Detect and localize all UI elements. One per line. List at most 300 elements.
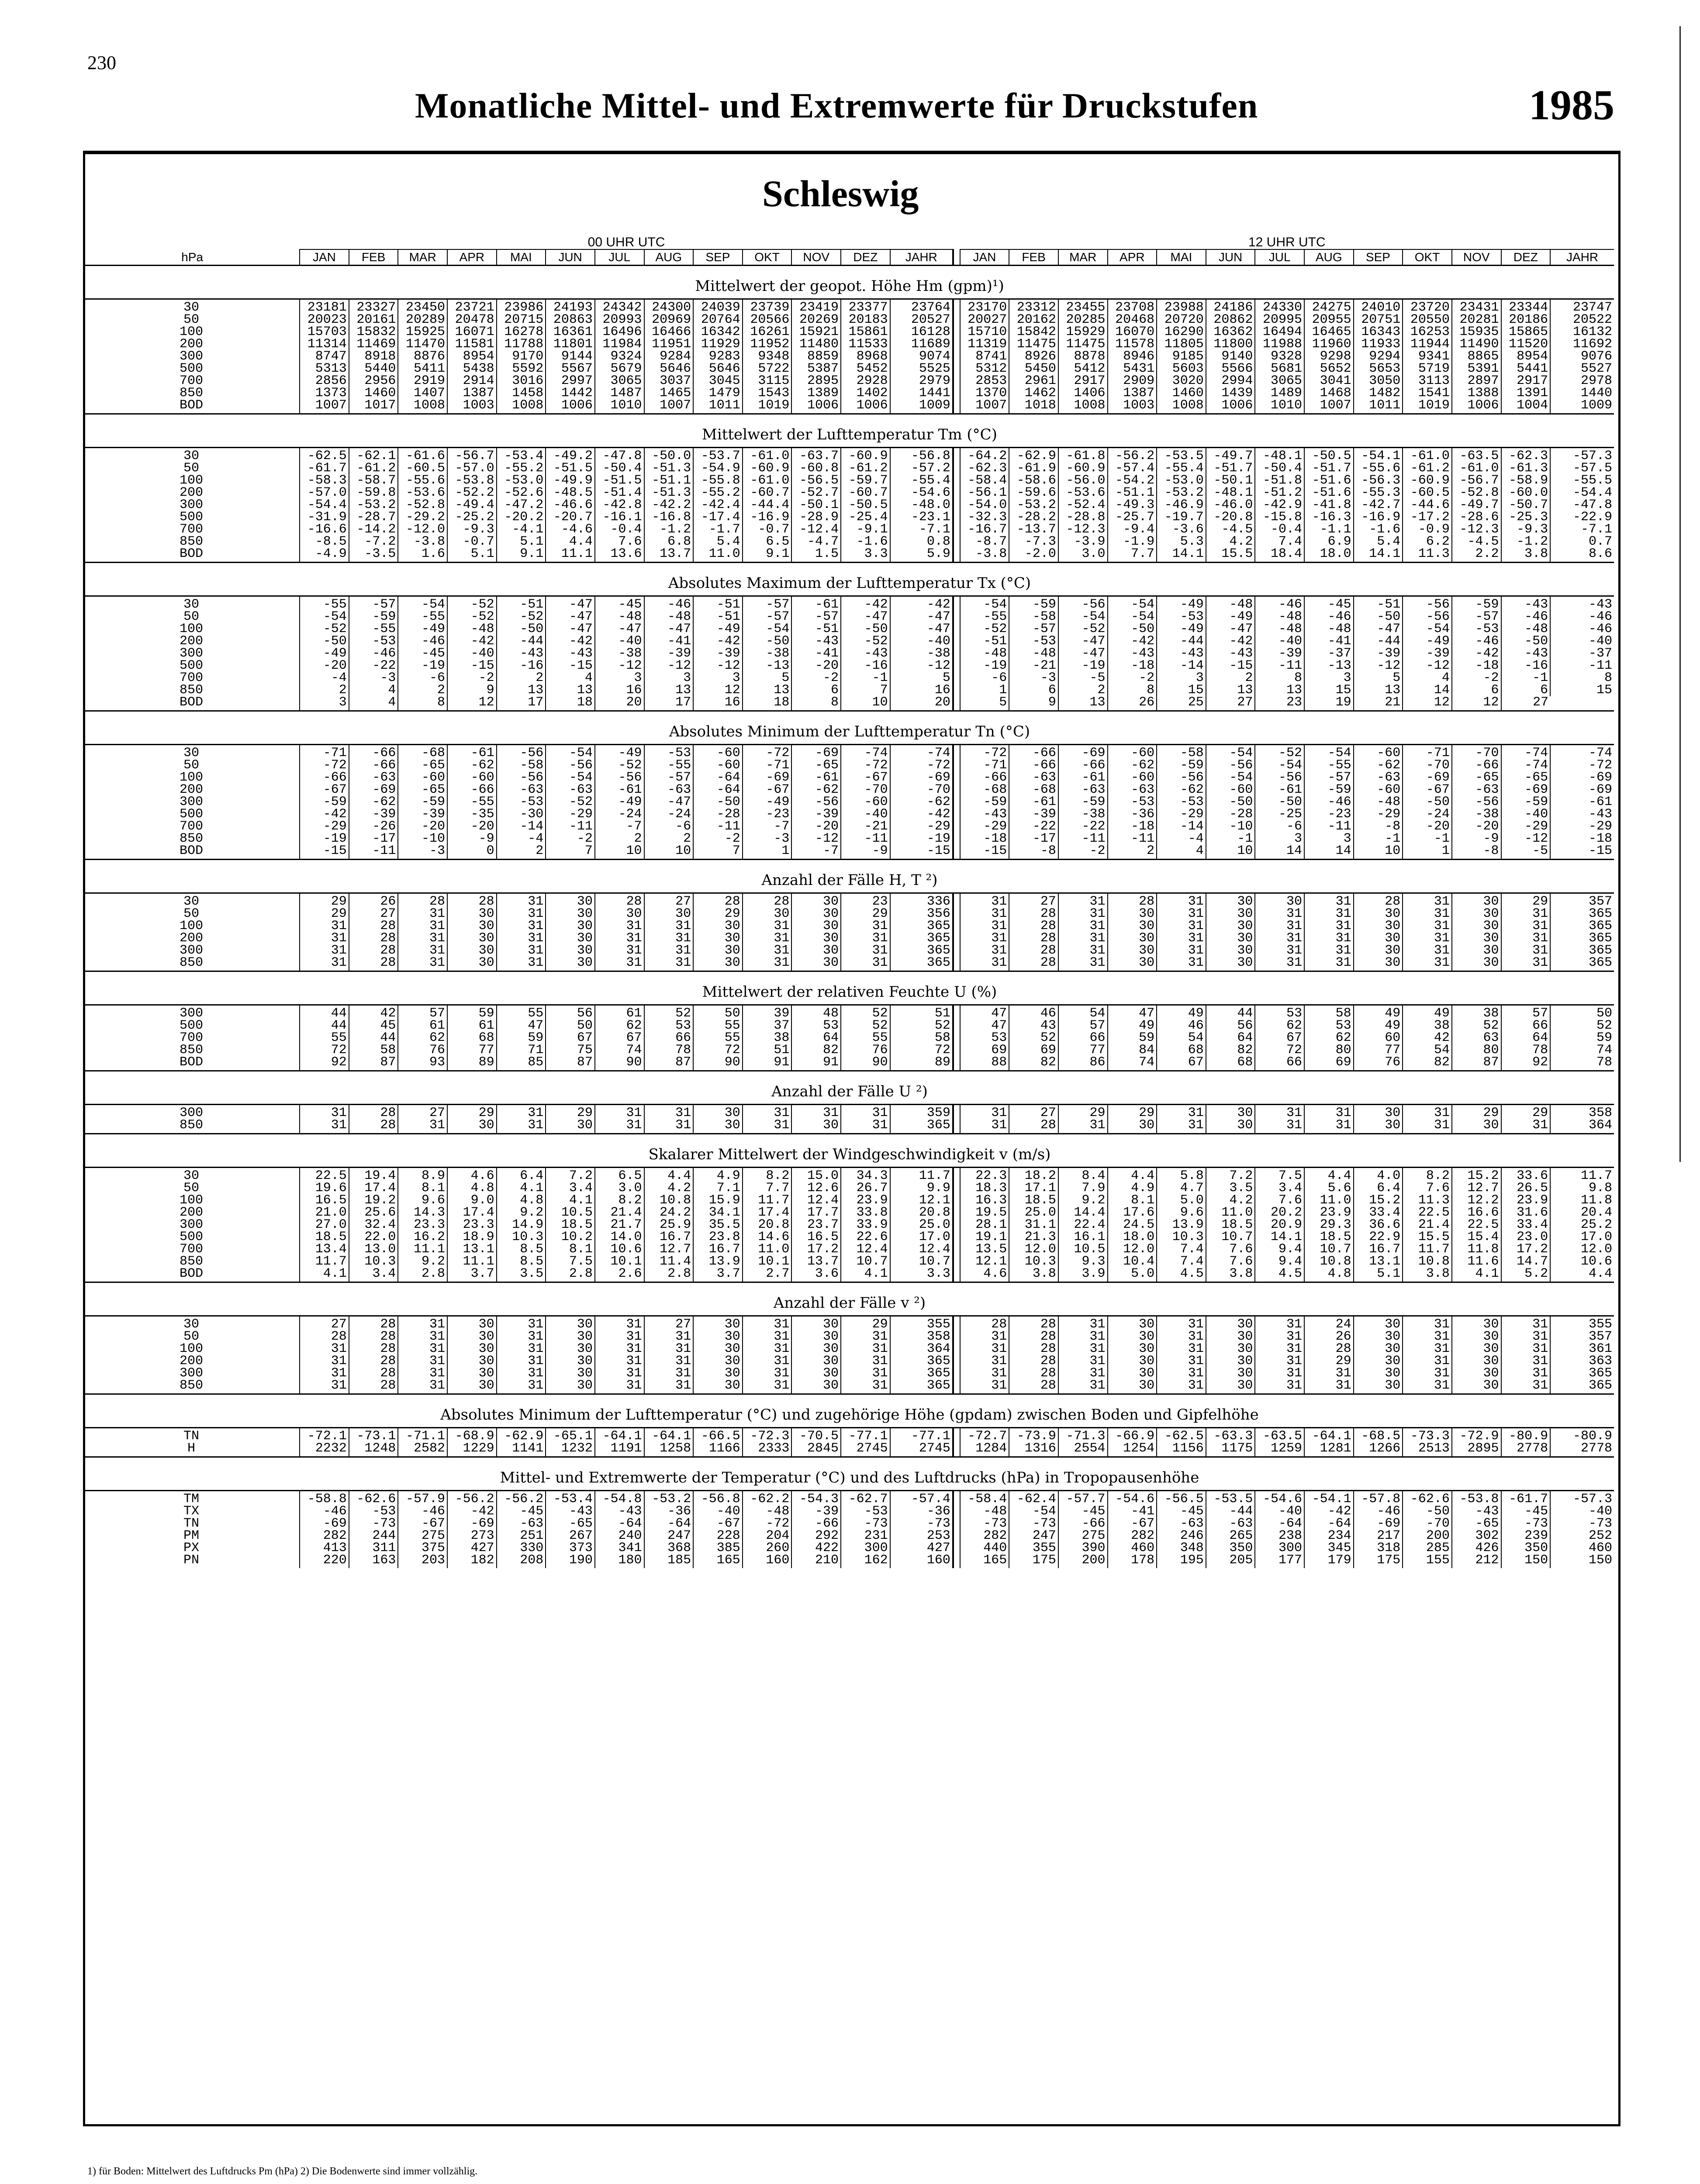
table-cell: -61.3 bbox=[1501, 462, 1551, 474]
column-gap bbox=[953, 908, 960, 920]
cell-annual: 8 bbox=[1550, 672, 1614, 684]
table-row bbox=[85, 548, 1614, 563]
row-label: 500 bbox=[180, 1018, 204, 1033]
table-cell: 182 bbox=[447, 1554, 497, 1568]
table-cell: 54 bbox=[1058, 1005, 1108, 1020]
table-cell: -36 bbox=[1108, 808, 1157, 820]
table-cell: 8741 bbox=[960, 350, 1009, 363]
table-cell: 31 bbox=[1403, 1105, 1452, 1120]
table-cell: 23739 bbox=[743, 299, 792, 314]
row-label: TN bbox=[183, 1516, 200, 1531]
table-cell: 20.2 bbox=[1255, 1206, 1304, 1219]
table-cell: 3115 bbox=[743, 375, 792, 387]
table-cell: 15935 bbox=[1452, 326, 1501, 338]
table-cell: 13.1 bbox=[447, 1243, 497, 1255]
table-cell: 10.5 bbox=[1058, 1243, 1108, 1255]
table-cell: 27 bbox=[1501, 696, 1551, 711]
table-cell: -46.6 bbox=[546, 499, 595, 511]
table-cell: -53 bbox=[497, 796, 546, 808]
table-cell: 0 bbox=[447, 845, 497, 860]
table-cell: 30 bbox=[546, 1355, 595, 1367]
table-cell: 11788 bbox=[497, 338, 546, 350]
cell-annual: -40 bbox=[890, 635, 953, 647]
row-label: 50 bbox=[183, 461, 200, 476]
column-gap bbox=[953, 932, 960, 944]
table-row bbox=[85, 1355, 1614, 1367]
table-cell: 23 bbox=[841, 893, 890, 908]
table-cell: -1.6 bbox=[1354, 523, 1403, 536]
table-cell: 6 bbox=[1501, 684, 1551, 696]
table-cell: -61.0 bbox=[1452, 462, 1501, 474]
table-cell: 31 bbox=[1058, 1355, 1108, 1367]
table-cell: 4.9 bbox=[1108, 1182, 1157, 1194]
table-cell: -48.1 bbox=[1206, 487, 1255, 499]
table-cell: -64 bbox=[644, 1517, 694, 1530]
table-cell: -54 bbox=[546, 771, 595, 784]
cell-annual: 23764 bbox=[890, 299, 953, 314]
table-cell: -50 bbox=[1501, 635, 1551, 647]
cell-annual: 10.6 bbox=[1550, 1255, 1614, 1268]
table-cell: -66 bbox=[1058, 1517, 1108, 1530]
table-cell: -29 bbox=[1501, 820, 1551, 833]
table-cell: 373 bbox=[546, 1542, 595, 1554]
table-cell: 30 bbox=[743, 908, 792, 920]
table-cell: -38 bbox=[1452, 808, 1501, 820]
table-row bbox=[85, 511, 1614, 523]
cell-annual: 364 bbox=[890, 1343, 953, 1355]
table-cell: -57 bbox=[1009, 623, 1058, 635]
table-cell: 30 bbox=[1206, 893, 1255, 908]
row-label: 50 bbox=[183, 758, 200, 773]
table-cell: 22.9 bbox=[1354, 1231, 1403, 1243]
table-cell: 30 bbox=[546, 957, 595, 971]
table-cell: 62 bbox=[1304, 1032, 1354, 1044]
column-gap bbox=[953, 548, 960, 563]
table-cell: -61.2 bbox=[841, 462, 890, 474]
cell-annual: -11 bbox=[1550, 660, 1614, 672]
table-cell: 31 bbox=[398, 957, 447, 971]
table-cell: -4.5 bbox=[1452, 536, 1501, 548]
table-cell: 50 bbox=[693, 1005, 743, 1020]
table-cell: 11805 bbox=[1157, 338, 1206, 350]
table-cell: 30 bbox=[447, 944, 497, 957]
table-row bbox=[85, 771, 1614, 784]
table-cell: 28 bbox=[1009, 920, 1058, 932]
table-cell: 16362 bbox=[1206, 326, 1255, 338]
table-row bbox=[85, 672, 1614, 684]
row-label: 850 bbox=[180, 1118, 204, 1133]
cell-annual: 9.9 bbox=[890, 1182, 953, 1194]
table-cell: 5 bbox=[1354, 672, 1403, 684]
table-cell: 15925 bbox=[398, 326, 447, 338]
table-cell: -73 bbox=[1501, 1517, 1551, 1530]
table-cell: -63 bbox=[1157, 1517, 1206, 1530]
table-row bbox=[85, 1019, 1614, 1032]
cell-annual: -43 bbox=[1550, 808, 1614, 820]
table-cell: 31 bbox=[1058, 957, 1108, 971]
table-row bbox=[85, 314, 1614, 326]
table-cell: 1008 bbox=[497, 399, 546, 414]
table-cell: -49 bbox=[595, 796, 644, 808]
table-cell: 200 bbox=[1058, 1554, 1108, 1568]
header-month-jan-00: JAN bbox=[300, 249, 349, 266]
table-cell: -53.4 bbox=[497, 448, 546, 463]
table-cell: -62 bbox=[1108, 759, 1157, 771]
table-cell: -1.6 bbox=[841, 536, 890, 548]
table-cell: 30 bbox=[693, 1343, 743, 1355]
table-cell: 31 bbox=[497, 1355, 546, 1367]
column-gap bbox=[953, 536, 960, 548]
table-cell: 6.4 bbox=[497, 1168, 546, 1182]
table-cell: 180 bbox=[595, 1554, 644, 1568]
cell-annual: -57.4 bbox=[890, 1491, 953, 1506]
table-cell: -2 bbox=[447, 672, 497, 684]
table-cell: 28 bbox=[398, 893, 447, 908]
column-gap bbox=[953, 920, 960, 932]
table-cell: -41 bbox=[791, 647, 841, 660]
table-cell: -9.3 bbox=[1501, 523, 1551, 536]
table-cell: -42 bbox=[1452, 647, 1501, 660]
column-gap bbox=[953, 338, 960, 350]
table-cell: 30 bbox=[447, 920, 497, 932]
table-cell: 2853 bbox=[960, 375, 1009, 387]
table-cell: -42 bbox=[1206, 635, 1255, 647]
header-gap bbox=[953, 249, 960, 266]
table-cell: -59 bbox=[1304, 784, 1354, 796]
table-cell: 15.0 bbox=[791, 1168, 841, 1182]
table-cell: 31 bbox=[841, 1355, 890, 1367]
table-cell: -53 bbox=[1009, 635, 1058, 647]
cell-annual: 358 bbox=[890, 1330, 953, 1343]
table-cell: 87 bbox=[644, 1056, 694, 1071]
table-cell: 31 bbox=[1157, 908, 1206, 920]
table-cell: -62.3 bbox=[1501, 448, 1551, 463]
table-cell: 5722 bbox=[743, 363, 792, 375]
table-row bbox=[85, 1554, 1614, 1568]
table-cell: 177 bbox=[1255, 1554, 1304, 1568]
table-cell: 11.0 bbox=[1206, 1206, 1255, 1219]
table-cell: -4 bbox=[497, 833, 546, 845]
header-group-12: 12 UHR UTC bbox=[960, 236, 1614, 249]
table-cell: 31 bbox=[644, 1343, 694, 1355]
table-cell: 20023 bbox=[300, 314, 349, 326]
table-cell: 1543 bbox=[743, 387, 792, 399]
cell-annual: 74 bbox=[1550, 1044, 1614, 1056]
table-cell: 30 bbox=[1108, 1330, 1157, 1343]
table-cell: 31 bbox=[1058, 1330, 1108, 1343]
table-cell: 30 bbox=[546, 893, 595, 908]
table-cell: 5411 bbox=[398, 363, 447, 375]
table-cell: 30 bbox=[693, 932, 743, 944]
cell-annual: 365 bbox=[890, 1119, 953, 1134]
table-cell: 1258 bbox=[644, 1442, 694, 1457]
table-row bbox=[85, 1056, 1614, 1071]
table-cell: 11944 bbox=[1403, 338, 1452, 350]
table-cell: -62.3 bbox=[960, 462, 1009, 474]
table-cell: -56.5 bbox=[1157, 1491, 1206, 1506]
table-cell: 4.1 bbox=[300, 1268, 349, 1282]
row-label: 100 bbox=[180, 1341, 204, 1356]
table-cell: 1008 bbox=[1157, 399, 1206, 414]
table-cell: 7.5 bbox=[546, 1255, 595, 1268]
table-cell: -47 bbox=[1058, 647, 1108, 660]
column-gap bbox=[953, 1056, 960, 1071]
table-cell: 3.8 bbox=[1206, 1268, 1255, 1282]
cell-annual: 17.0 bbox=[890, 1231, 953, 1243]
row-label: 300 bbox=[180, 349, 204, 364]
table-cell: 31 bbox=[1157, 944, 1206, 957]
table-row bbox=[85, 1032, 1614, 1044]
table-cell: 21.4 bbox=[1403, 1219, 1452, 1231]
table-cell: -46 bbox=[349, 647, 398, 660]
table-cell: -56 bbox=[546, 759, 595, 771]
table-row bbox=[85, 920, 1614, 932]
table-cell: -57 bbox=[743, 611, 792, 623]
table-cell: 31 bbox=[497, 932, 546, 944]
table-cell: 11533 bbox=[841, 338, 890, 350]
table-cell: -61.7 bbox=[1501, 1491, 1551, 1506]
table-cell: 53 bbox=[960, 1032, 1009, 1044]
table-cell: 30 bbox=[595, 908, 644, 920]
table-cell: -15 bbox=[546, 660, 595, 672]
table-cell: 31 bbox=[398, 1355, 447, 1367]
table-cell: -56 bbox=[1452, 796, 1501, 808]
table-cell: 31 bbox=[1501, 1379, 1551, 1394]
table-cell: 8 bbox=[1108, 684, 1157, 696]
table-cell: -10 bbox=[398, 833, 447, 845]
table-cell: -60 bbox=[1354, 745, 1403, 760]
table-cell: -69 bbox=[743, 771, 792, 784]
table-cell: -46.0 bbox=[1206, 499, 1255, 511]
table-cell: 31 bbox=[398, 1379, 447, 1394]
table-row bbox=[85, 932, 1614, 944]
table-cell: -56 bbox=[791, 796, 841, 808]
table-cell: 4 bbox=[1403, 672, 1452, 684]
table-cell: -70.5 bbox=[791, 1428, 841, 1443]
table-cell: 74 bbox=[595, 1044, 644, 1056]
table-cell: 10.3 bbox=[497, 1231, 546, 1243]
table-cell: 5603 bbox=[1157, 363, 1206, 375]
table-cell: -16.7 bbox=[960, 523, 1009, 536]
table-cell: -56.8 bbox=[693, 1491, 743, 1506]
table-cell: 33.4 bbox=[1501, 1219, 1551, 1231]
table-row bbox=[85, 660, 1614, 672]
table-cell: 31 bbox=[497, 1343, 546, 1355]
table-cell: 82 bbox=[1009, 1056, 1058, 1071]
table-cell: 28 bbox=[1009, 957, 1058, 971]
cell-annual: -40 bbox=[1550, 635, 1614, 647]
table-cell: 246 bbox=[1157, 1530, 1206, 1542]
table-cell: 3.3 bbox=[841, 548, 890, 563]
table-row bbox=[85, 448, 1614, 463]
table-cell: -65 bbox=[1452, 1517, 1501, 1530]
cell-annual: 11689 bbox=[890, 338, 953, 350]
cell-annual: -48.0 bbox=[890, 499, 953, 511]
table-cell: -44 bbox=[497, 635, 546, 647]
table-cell: 6 bbox=[791, 684, 841, 696]
table-cell: 30 bbox=[1354, 1119, 1403, 1134]
cell-annual: 12.0 bbox=[1550, 1243, 1614, 1255]
table-cell: -67 bbox=[1108, 1517, 1157, 1530]
table-cell: 29 bbox=[693, 908, 743, 920]
table-cell: 2961 bbox=[1009, 375, 1058, 387]
table-cell: 1019 bbox=[743, 399, 792, 414]
column-gap bbox=[953, 1231, 960, 1243]
table-cell: 7.6 bbox=[1255, 1194, 1304, 1206]
table-cell: 31 bbox=[595, 1316, 644, 1331]
table-cell: -48 bbox=[1255, 623, 1304, 635]
table-cell: 3 bbox=[595, 672, 644, 684]
table-cell: 27.0 bbox=[300, 1219, 349, 1231]
cell-annual: -18 bbox=[1550, 833, 1614, 845]
cell-annual: 25.0 bbox=[890, 1219, 953, 1231]
cell-annual: 9.8 bbox=[1550, 1182, 1614, 1194]
cell-annual: 2778 bbox=[1550, 1442, 1614, 1457]
table-cell: 62 bbox=[398, 1032, 447, 1044]
column-gap bbox=[953, 635, 960, 647]
table-cell: -8 bbox=[1009, 845, 1058, 860]
table-cell: 28 bbox=[349, 1343, 398, 1355]
table-cell: 25.6 bbox=[349, 1206, 398, 1219]
table-cell: 31 bbox=[497, 920, 546, 932]
table-cell: 20285 bbox=[1058, 314, 1108, 326]
table-cell: -26 bbox=[349, 820, 398, 833]
table-cell: 23170 bbox=[960, 299, 1009, 314]
table-cell: -7 bbox=[595, 820, 644, 833]
table-cell: 18.5 bbox=[300, 1231, 349, 1243]
table-cell: 58 bbox=[349, 1044, 398, 1056]
table-cell: 1468 bbox=[1304, 387, 1354, 399]
table-cell: -60.7 bbox=[841, 487, 890, 499]
table-cell: 3016 bbox=[497, 375, 546, 387]
table-cell: 3.0 bbox=[1058, 548, 1108, 563]
margin-line bbox=[1679, 26, 1681, 1162]
table-cell: -39 bbox=[693, 647, 743, 660]
header-month-sep-00: SEP bbox=[693, 249, 743, 266]
table-cell: -49 bbox=[300, 647, 349, 660]
section-title-row bbox=[85, 711, 1614, 745]
table-cell: 341 bbox=[595, 1542, 644, 1554]
row-label: 850 bbox=[180, 1043, 204, 1057]
table-cell: 30 bbox=[693, 1379, 743, 1394]
table-cell: 30 bbox=[1452, 1367, 1501, 1379]
table-cell: 64 bbox=[1501, 1032, 1551, 1044]
row-label: 30 bbox=[183, 746, 200, 760]
table-cell: 31 bbox=[595, 1119, 644, 1134]
table-cell: 3 bbox=[300, 696, 349, 711]
table-cell: 31 bbox=[841, 944, 890, 957]
table-cell: -53.8 bbox=[447, 474, 497, 487]
table-cell: 5653 bbox=[1354, 363, 1403, 375]
table-cell: 12 bbox=[1403, 696, 1452, 711]
table-cell: 85 bbox=[497, 1056, 546, 1071]
cell-annual: 1441 bbox=[890, 387, 953, 399]
table-cell: 28 bbox=[447, 893, 497, 908]
table-cell: 22.6 bbox=[841, 1231, 890, 1243]
table-cell: 5 bbox=[960, 696, 1009, 711]
table-cell: -39 bbox=[644, 647, 694, 660]
cell-annual: 5 bbox=[890, 672, 953, 684]
table-cell: -74 bbox=[1501, 759, 1551, 771]
table-cell: -25.7 bbox=[1108, 511, 1157, 523]
table-cell: 78 bbox=[1501, 1044, 1551, 1056]
header-month-mar-00: MAR bbox=[398, 249, 447, 266]
table-cell: 2914 bbox=[447, 375, 497, 387]
table-cell: -44 bbox=[1206, 1505, 1255, 1517]
table-cell: 30 bbox=[1108, 920, 1157, 932]
table-cell: 9144 bbox=[546, 350, 595, 363]
cell-annual: 11692 bbox=[1550, 338, 1614, 350]
table-cell: -25 bbox=[1255, 808, 1304, 820]
header-month-row bbox=[85, 249, 1614, 266]
table-cell: -16 bbox=[1501, 660, 1551, 672]
table-cell: -9 bbox=[447, 833, 497, 845]
table-cell: 52 bbox=[1452, 1019, 1501, 1032]
table-cell: 1004 bbox=[1501, 399, 1551, 414]
table-cell: 8 bbox=[1255, 672, 1304, 684]
table-cell: 8876 bbox=[398, 350, 447, 363]
table-cell: -1.2 bbox=[644, 523, 694, 536]
header-month-feb-12: FEB bbox=[1009, 249, 1058, 266]
cell-annual: 365 bbox=[890, 957, 953, 971]
table-cell: -54 bbox=[1403, 623, 1452, 635]
table-cell: 64 bbox=[1206, 1032, 1255, 1044]
table-cell: 3.5 bbox=[1206, 1182, 1255, 1194]
table-cell: 23.0 bbox=[1501, 1231, 1551, 1243]
table-cell: 30 bbox=[1108, 908, 1157, 920]
cell-annual: -72 bbox=[1550, 759, 1614, 771]
row-label: 500 bbox=[180, 361, 204, 376]
table-cell: 1391 bbox=[1501, 387, 1551, 399]
table-cell: 31 bbox=[1403, 893, 1452, 908]
section-title-row bbox=[85, 1457, 1614, 1491]
table-cell: 238 bbox=[1255, 1530, 1304, 1542]
table-cell: 20269 bbox=[791, 314, 841, 326]
table-cell: 7.9 bbox=[1058, 1182, 1108, 1194]
table-cell: 10.4 bbox=[1108, 1255, 1157, 1268]
cell-annual: 4.4 bbox=[1550, 1268, 1614, 1282]
table-cell: 11520 bbox=[1501, 338, 1551, 350]
table-cell: 9.1 bbox=[497, 548, 546, 563]
table-cell: -43 bbox=[841, 647, 890, 660]
table-cell: 31 bbox=[644, 1355, 694, 1367]
table-row bbox=[85, 635, 1614, 647]
table-cell: 16 bbox=[595, 684, 644, 696]
table-cell: 18.5 bbox=[1206, 1219, 1255, 1231]
table-cell: -56.7 bbox=[447, 448, 497, 463]
cell-annual: -56.8 bbox=[890, 448, 953, 463]
table-cell: 217 bbox=[1354, 1530, 1403, 1542]
table-cell: 29 bbox=[546, 1105, 595, 1120]
table-cell: -59 bbox=[1501, 796, 1551, 808]
table-row bbox=[85, 623, 1614, 635]
table-cell: -72 bbox=[743, 1517, 792, 1530]
table-cell: 60 bbox=[1354, 1032, 1403, 1044]
table-cell: 23708 bbox=[1108, 299, 1157, 314]
table-cell: 31 bbox=[743, 1355, 792, 1367]
row-label: 850 bbox=[180, 831, 204, 846]
table-cell: 15.5 bbox=[1403, 1231, 1452, 1243]
table-cell: 20566 bbox=[743, 314, 792, 326]
table-cell: -20.7 bbox=[546, 511, 595, 523]
table-cell: -45 bbox=[497, 1505, 546, 1517]
table-cell: 28 bbox=[349, 920, 398, 932]
table-cell: 16.7 bbox=[1354, 1243, 1403, 1255]
table-cell: 24010 bbox=[1354, 299, 1403, 314]
table-cell: 31 bbox=[1403, 1316, 1452, 1331]
table-cell: 5.1 bbox=[497, 536, 546, 548]
table-cell: 89 bbox=[447, 1056, 497, 1071]
